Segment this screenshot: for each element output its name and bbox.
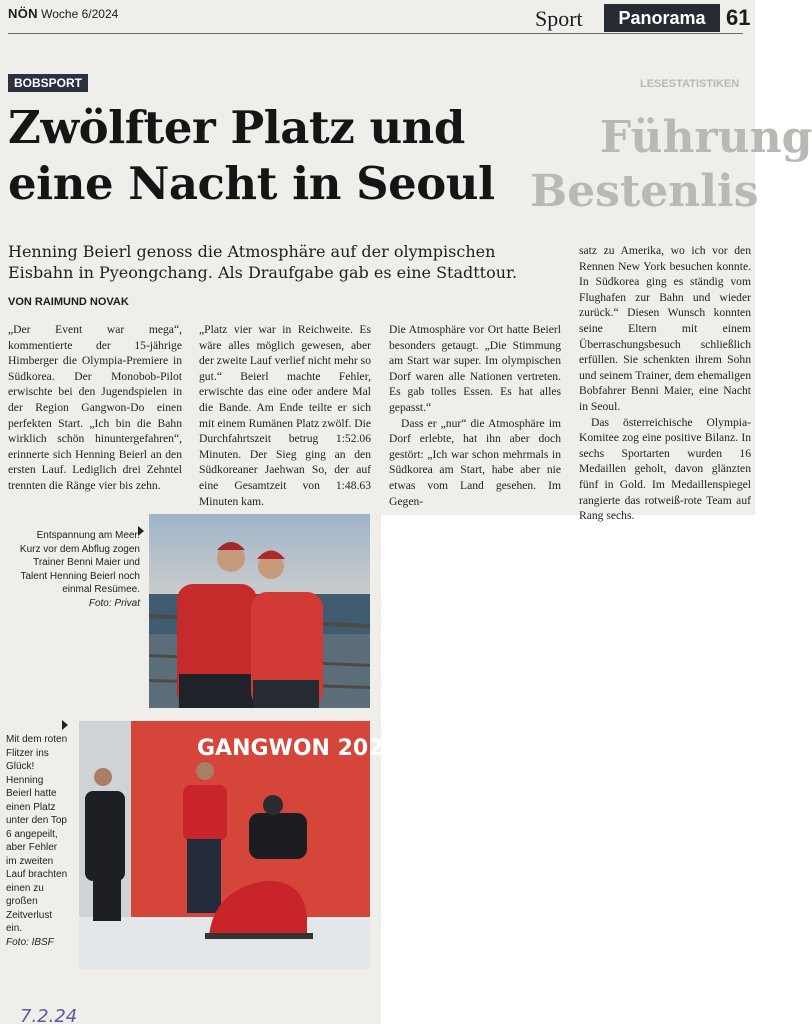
- handwritten-date: 7.2.24: [20, 1006, 78, 1027]
- ghost-headline-2: Bestenlis: [530, 166, 759, 217]
- photo-bobsled-start: [79, 721, 384, 969]
- paragraph: Die Atmosphäre vor Ort hatte Beierl besonders getaugt. „Die Stimmung am Start war super. Im olympischen Dorf waren alle Nationen vertreten. Es gab tolles Essen. Es hat alles gepasst.“: [389, 323, 561, 414]
- ghost-tag: LESESTATISTIKEN: [640, 78, 740, 90]
- paragraph: satz zu Amerika, wo ich vor den Rennen New York besuchen konnte. In Südkorea ging es ständig vom Flughafen zur Bahn und wieder zurück.“ Diesen Wunsch konnten seine Eltern mit einem Überraschungsbesuch schließlich erfüllen. Sie schenkten ihrem Sohn und seinem Trainer, dem ehemaligen Bobfahrer Benni Maier, eine Nacht in Seoul.: [579, 244, 751, 413]
- blank-area: [381, 515, 755, 1024]
- ghost-headline-1: Führung: [600, 112, 812, 163]
- lead-paragraph: Henning Beierl genoss die Atmosphäre auf der olympischen Eisbahn in Pyeongchang. Als Draufgabe gab es eine Stadttour.: [8, 242, 518, 282]
- photo-credit: Foto: Privat: [88, 597, 140, 609]
- caption-arrow-icon: [62, 720, 68, 730]
- header-rule: [8, 33, 743, 34]
- paragraph: Dass er „nur“ die Atmosphäre im Dorf erlebte, hat ihn aber doch gestört: „Ich war schon mehrmals in Südkorea am Start, habe aber nie etwas vom Land gesehen. Im Gegen-: [389, 416, 561, 508]
- paragraph: Das österreichische Olympia-Komitee zog eine positive Bilanz. In sechs Sportarten wurden 16 Medaillen geholt, davon glänzten fünf in Gold. Im Medaillenspiegel rangierte das rotweiß-rote Team auf Rang sechs.: [579, 415, 751, 523]
- article-column-4: [579, 243, 751, 524]
- masthead: [8, 6, 118, 21]
- banner-text: GANGWON 202: [197, 736, 384, 761]
- article-column-3: [389, 322, 561, 509]
- caption-text: Mit dem roten Flitzer ins Glück! Henning Beierl hatte einen Platz unter den Top 6 angepeilt, aber Fehler im zweiten Lauf brachten einen zu großen Zeitverlust ein.: [6, 734, 68, 934]
- article-column-2: [199, 322, 371, 509]
- article-column-1: [8, 322, 182, 494]
- paragraph: „Der Event war mega“, kommentierte der 15-jährige Himberger die Olympia-Premiere in Südkorea. Der Monobob-Pilot erwischte bei den Jugendspielen in der Region Gangwon-Do einen perfekten Start. „Ich bin die Bahn wirklich schön hinuntergefahren“, erinnerte sich Henning Beierl an den ersten Lauf. Lediglich drei Zehntel trennten die Ränge vier bis zehn.: [8, 323, 182, 492]
- headline: Zwölfter Platz und eine Nacht in Seoul: [8, 101, 495, 210]
- photo-credit: Foto: IBSF: [6, 936, 54, 948]
- section-label: Sport: [535, 6, 583, 31]
- photo1-caption: [14, 529, 140, 610]
- subsection-label: Panorama: [604, 4, 720, 32]
- byline: VON RAIMUND NOVAK: [8, 296, 129, 308]
- week-label: Woche 6/2024: [41, 7, 119, 21]
- caption-text: Entspannung am Meer. Kurz vor dem Abflug zogen Trainer Benni Maier und Talent Henning Beierl noch einmal Resümee.: [19, 530, 140, 595]
- photo-seaside: [149, 514, 370, 708]
- page-number: 61: [726, 5, 751, 30]
- paper-name: NÖN: [8, 6, 38, 21]
- photo2-caption: [6, 733, 70, 949]
- paragraph: „Platz vier war in Reichweite. Es wäre alles möglich gewesen, aber der zweite Lauf verlief nicht mehr so gut.“ Beierl machte Fehler, erwischte das eine oder andere Mal die Bande. Am Ende teilte er sich mit einem Rumänen Platz zwölf. Die Durchfahrtszeit betrug 1:52.06 Minuten. Der Sieg ging an den Südkoreaner Jaehwan So, der auf eine Gesamtzeit von 1:48.63 Minuten kam.: [199, 323, 371, 508]
- category-tag: BOBSPORT: [8, 74, 88, 92]
